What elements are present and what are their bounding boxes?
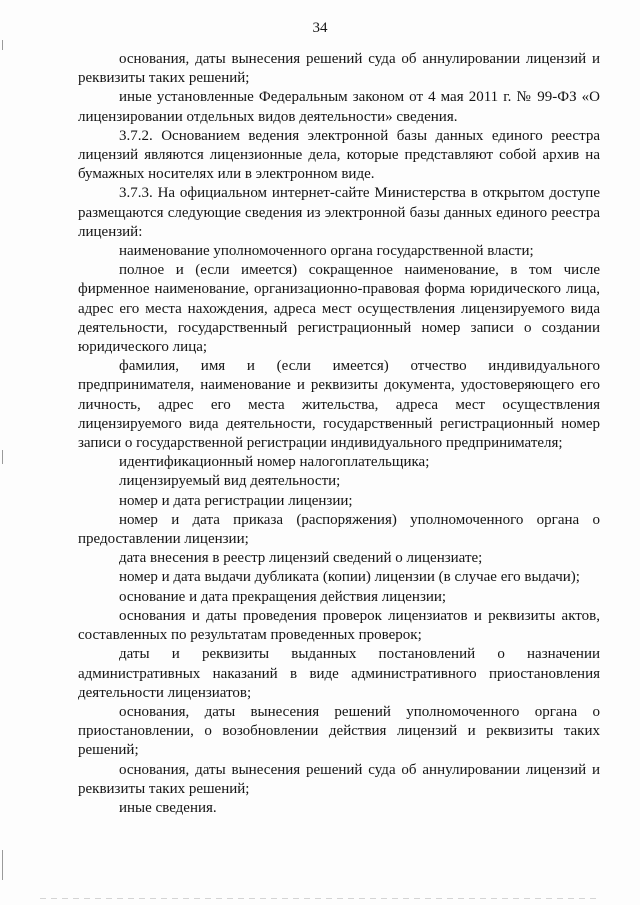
paragraph: иные установленные Федеральным законом от 4 мая 2011 г. № 99-ФЗ «О лицензировании отдельных видов деятельности» сведения.: [78, 89, 600, 125]
paragraph: фамилия, имя и (если имеется) отчество индивидуального предпринимателя, наименование и реквизиты документа, удостоверяющего его личность, адрес его места жительства, адреса мест осуществления лицензируемого вида деятельности, государственный регистрационный номер записи о государственной регистрации индивидуального предпринимателя;: [78, 358, 600, 452]
paragraph: номер и дата регистрации лицензии;: [119, 492, 353, 509]
scan-edge-mark: [2, 450, 3, 464]
scan-edge-mark: [2, 40, 3, 50]
page-number: 34: [312, 20, 328, 36]
paragraph: полное и (если имеется) сокращенное наименование, в том числе фирменное наименование, организационно-правовая форма юридического лица, адрес его места нахождения, адреса мест осуществления лицензируемого вида деятельности, государственный регистрационный номер записи о создании юридического лица;: [78, 262, 600, 356]
paragraph: основания, даты вынесения решений уполномоченного органа о приостановлении, о возобновлении действия лицензий и реквизиты таких решений;: [78, 703, 600, 759]
paragraph: номер и дата приказа (распоряжения) уполномоченного органа о предоставлении лицензии;: [78, 511, 600, 548]
document-body: [78, 50, 600, 818]
paragraph: 3.7.2. Основанием ведения электронной базы данных единого реестра лицензий являются лицензионные дела, которые представляют собой архив на бумажных носителях или в электронном виде.: [78, 127, 600, 183]
scan-bottom-edge: [40, 898, 600, 899]
paragraph: основание и дата прекращения действия лицензии;: [119, 588, 447, 605]
paragraph: даты и реквизиты выданных постановлений о назначении административных наказаний в виде административного приостановления деятельности лицензиатов;: [78, 646, 600, 701]
paragraph: лицензируемый вид деятельности;: [119, 473, 341, 490]
paragraph: наименование уполномоченного органа государственной власти;: [119, 243, 534, 260]
scan-edge-mark: [2, 850, 3, 880]
paragraph: основания, даты вынесения решений суда об аннулировании лицензий и реквизиты таких решений;: [78, 761, 600, 797]
paragraph: идентификационный номер налогоплательщика;: [119, 454, 430, 471]
paragraph: номер и дата выдачи дубликата (копии) лицензии (в случае его выдачи);: [119, 569, 580, 586]
paragraph: дата внесения в реестр лицензий сведений о лицензиате;: [119, 550, 483, 567]
paragraph: основания и даты проведения проверок лицензиатов и реквизиты актов, составленных по результатам проведенных проверок;: [78, 607, 600, 644]
paragraph: 3.7.3. На официальном интернет-сайте Министерства в открытом доступе размещаются следующие сведения из электронной базы данных единого реестра лицензий:: [78, 185, 600, 240]
paragraph: основания, даты вынесения решений суда об аннулировании лицензий и реквизиты таких решений;: [78, 51, 600, 87]
paragraph: иные сведения.: [119, 799, 217, 816]
